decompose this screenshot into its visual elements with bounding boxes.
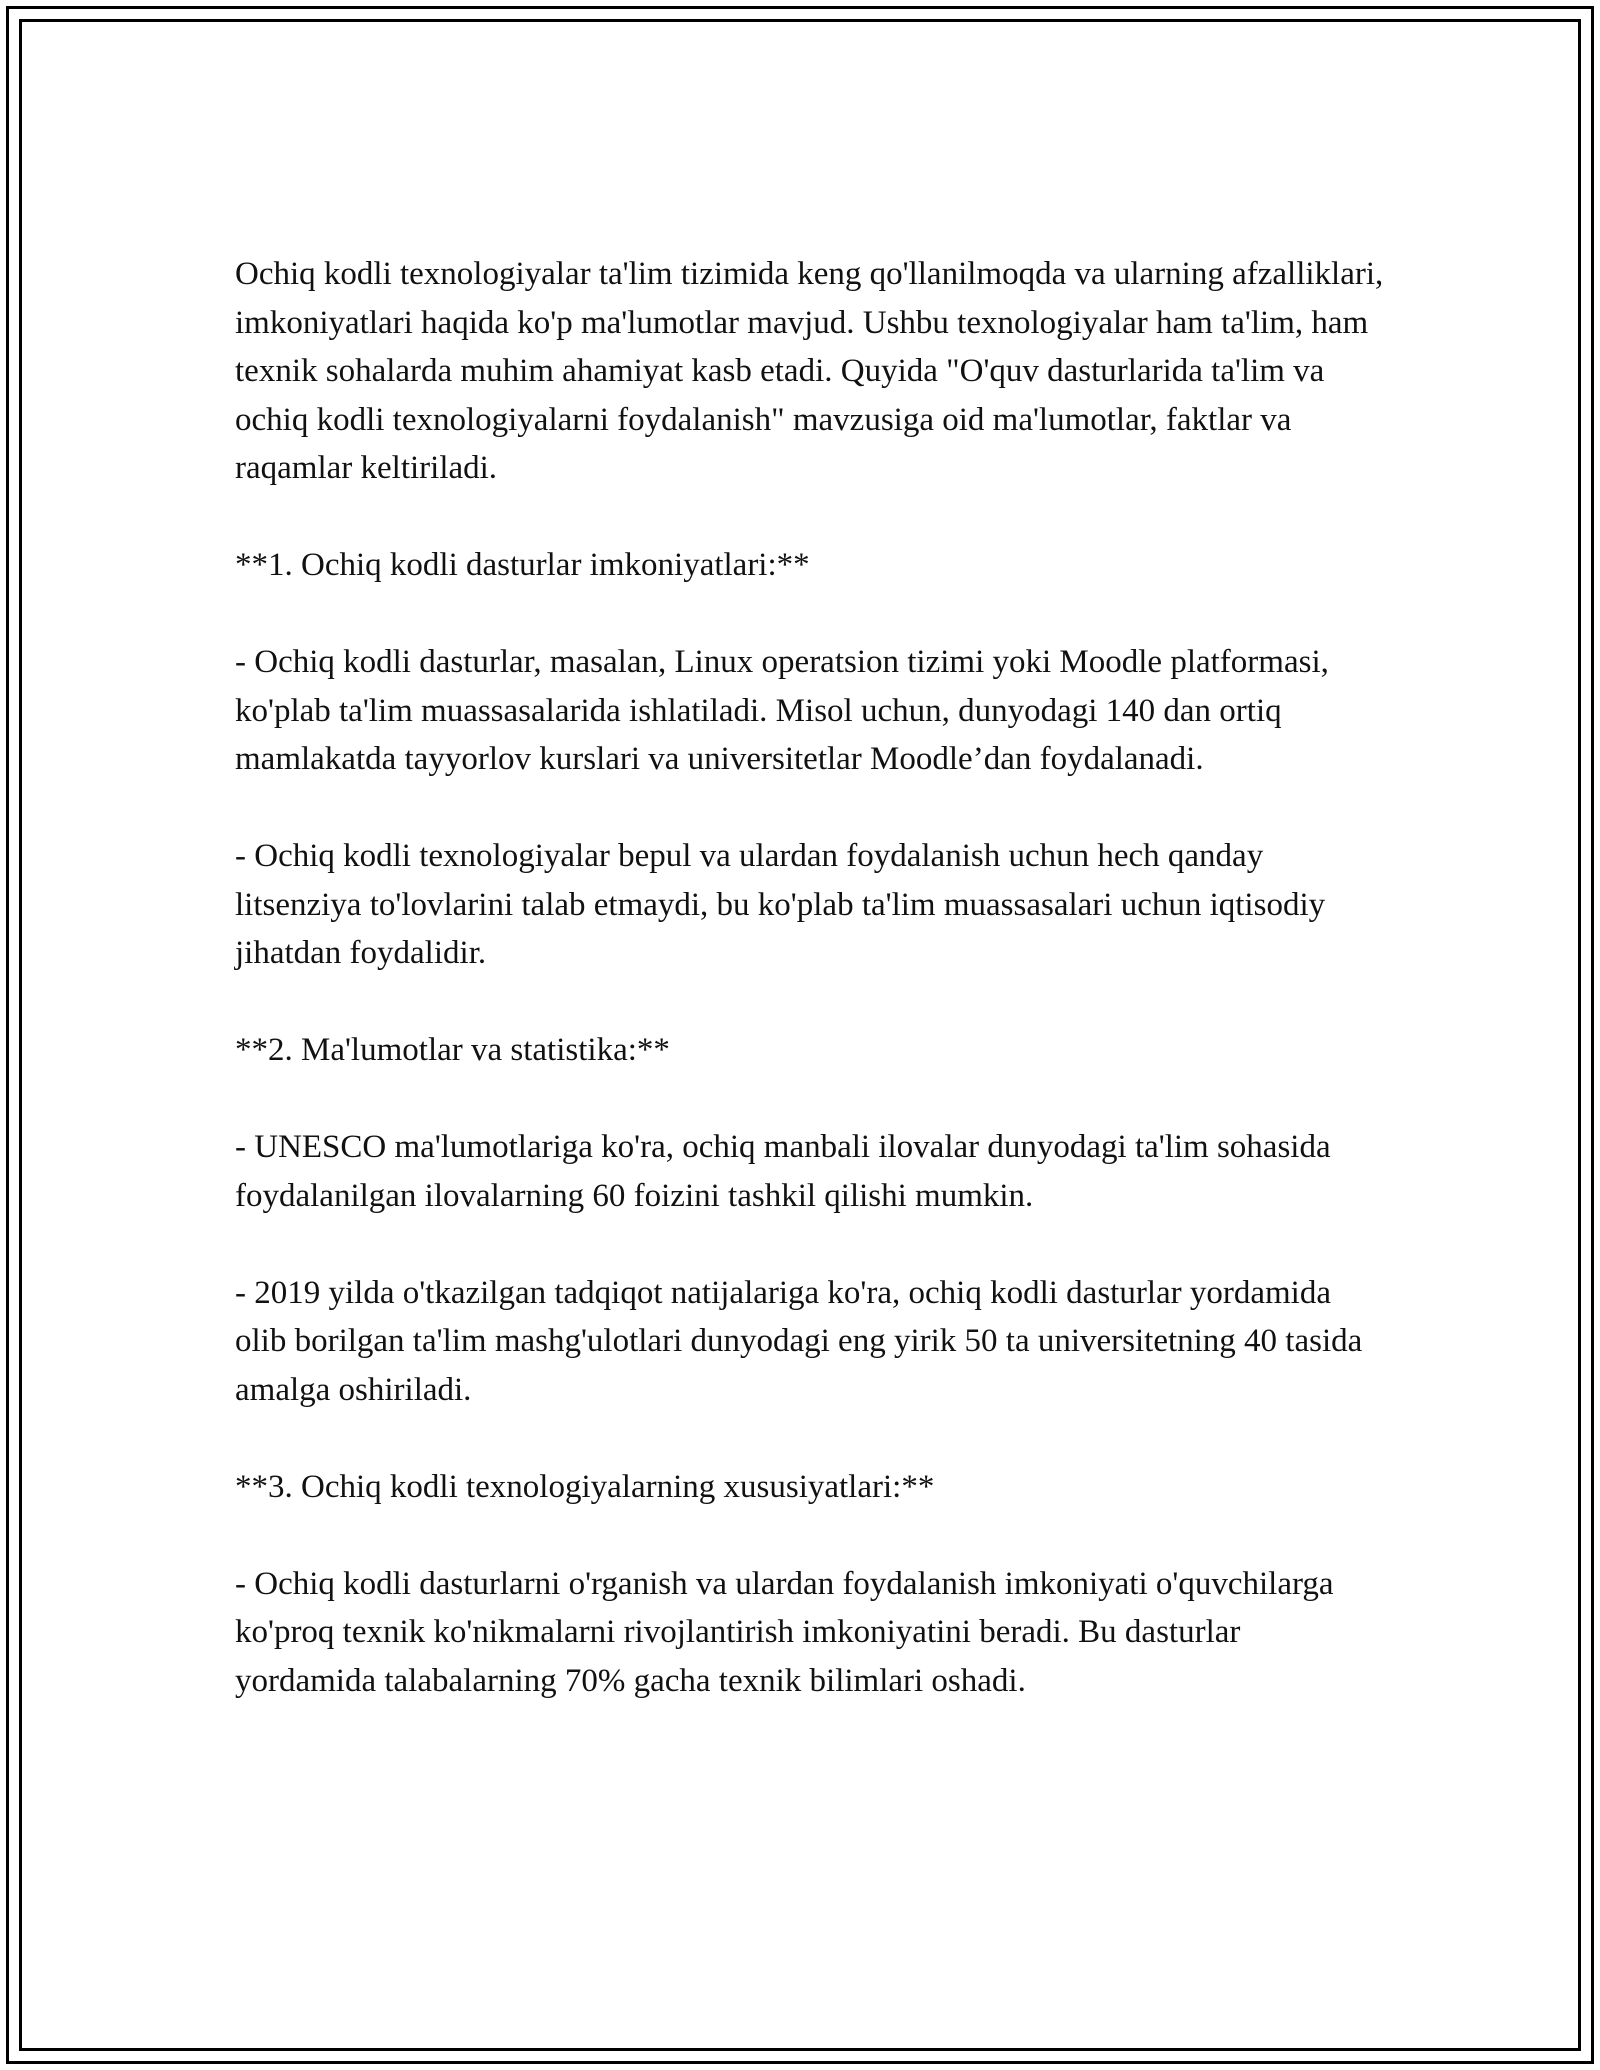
list-item: - Ochiq kodli dasturlar, masalan, Linux operatsion tizimi yoki Moodle platformasi, ko'plab ta'lim muassasalarida ishlatiladi. Misol uchun, dunyodagi 140 dan ortiq mamlakatda tayyorlov kurslari va universitetlar Moodle’dan foydalanadi. <box>235 644 1329 777</box>
intro-paragraph: Ochiq kodli texnologiyalar ta'lim tizimida keng qo'llanilmoqda va ularning afzalliklari, imkoniyatlari haqida ko'p ma'lumotlar mavjud. Ushbu texnologiyalar ham ta'lim, ham texnik sohalarda muhim ahamiyat kasb etadi. Quyida "O'quv dasturlarida ta'lim va ochiq kodli texnologiyalarni foydalanish" mavzusiga oid ma'lumotlar, faktlar va raqamlar keltiriladi. <box>235 256 1384 486</box>
list-item: - Ochiq kodli texnologiyalar bepul va ulardan foydalanish uchun hech qanday litsenziya to'lovlarini talab etmaydi, bu ko'plab ta'lim muassasalari uchun iqtisodiy jihatdan foydalidir. <box>235 838 1326 971</box>
section-heading-3: **3. Ochiq kodli texnologiyalarning xususiyatlari:** <box>235 1468 935 1505</box>
section-heading-2: **2. Ma'lumotlar va statistika:** <box>235 1032 670 1068</box>
document-body <box>235 250 1385 1705</box>
list-item: - UNESCO ma'lumotlariga ko'ra, ochiq manbali ilovalar dunyodagi ta'lim sohasida foydalanilgan ilovalarning 60 foizini tashkil qilishi mumkin. <box>235 1129 1331 1214</box>
section-heading-1: **1. Ochiq kodli dasturlar imkoniyatlari:** <box>235 547 810 583</box>
list-item: - Ochiq kodli dasturlarni o'rganish va ulardan foydalanish imkoniyati o'quvchilarga ko'proq texnik ko'nikmalarni rivojlantirish imkoniyatini beradi. Bu dasturlar yordamida talabalarning 70% gacha texnik bilimlari oshadi. <box>235 1565 1334 1699</box>
list-item: - 2019 yilda o'tkazilgan tadqiqot natijalariga ko'ra, ochiq kodli dasturlar yordamida olib borilgan ta'lim mashg'ulotlari dunyodagi eng yirik 50 ta universitetning 40 tasida amalga oshiriladi. <box>235 1274 1363 1408</box>
